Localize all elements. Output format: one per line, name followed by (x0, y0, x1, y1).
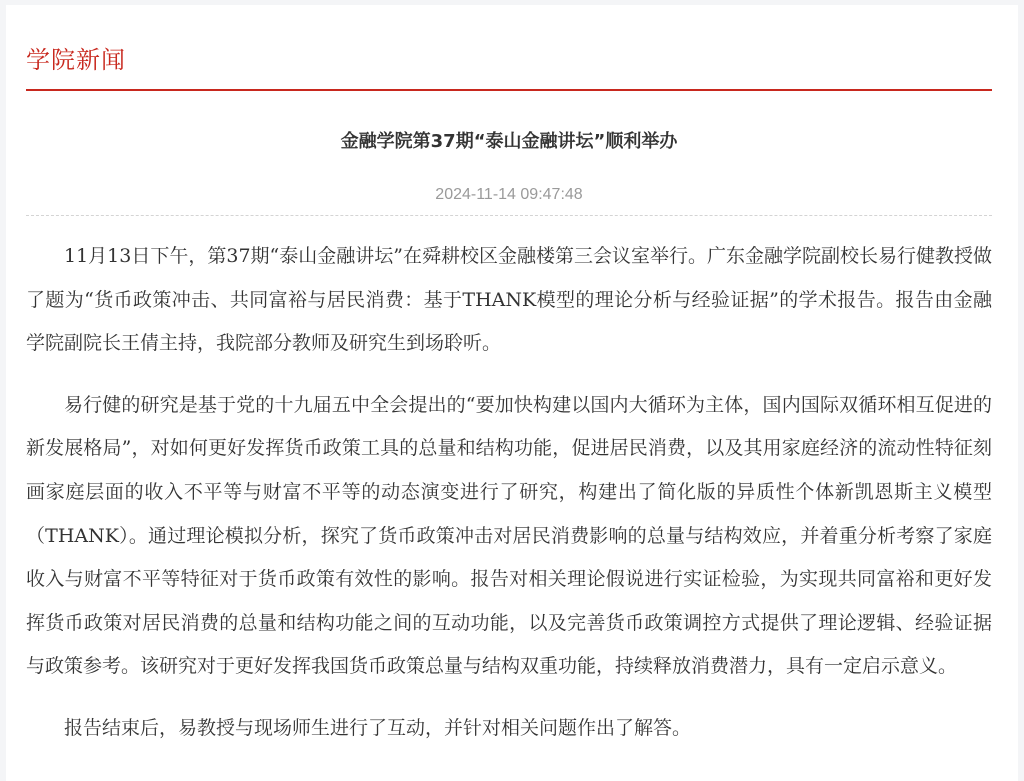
article-paragraph-2: 易行健的研究是基于党的十九届五中全会提出的“要加快构建以国内大循环为主体，国内国际双循环相互促进的新发展格局”，对如何更好发挥货币政策工具的总量和结构功能，促进居民消费，以及其用家庭经济的流动性特征刻画家庭层面的收入不平等与财富不平等的动态演变进行了研究，构建出了简化版的异质性个体新凯恩斯主义模型（THANK）。通过理论模拟分析，探究了货币政策冲击对居民消费影响的总量与结构效应，并着重分析考察了家庭收入与财富不平等特征对于货币政策有效性的影响。报告对相关理论假说进行实证检验，为实现共同富裕和更好发挥货币政策对居民消费的总量和结构功能之间的互动功能，以及完善货币政策调控方式提供了理论逻辑、经验证据与政策参考。该研究对于更好发挥我国货币政策总量与结构双重功能，持续释放消费潜力，具有一定启示意义。 (26, 393, 992, 678)
article-date: 2024-11-14 09:47:48 (435, 186, 583, 203)
title-divider (26, 215, 992, 216)
article-body (26, 235, 992, 769)
news-page (6, 5, 1018, 781)
section-header (26, 39, 992, 91)
article-title: 金融学院第37期“泰山金融讲坛”顺利举办 (340, 131, 678, 152)
article-paragraph-1: 11月13日下午，第37期“泰山金融讲坛”在舜耕校区金融楼第三会议室举行。广东金融学院副校长易行健教授做了题为“货币政策冲击、共同富裕与居民消费：基于THANK模型的理论分析与经验证据”的学术报告。报告由金融学院副院长王倩主持，我院部分教师及研究生到场聆听。 (26, 245, 992, 355)
article-paragraph-3: 报告结束后，易教授与现场师生进行了互动，并针对相关问题作出了解答。 (64, 716, 692, 739)
section-title: 学院新闻 (26, 46, 126, 74)
